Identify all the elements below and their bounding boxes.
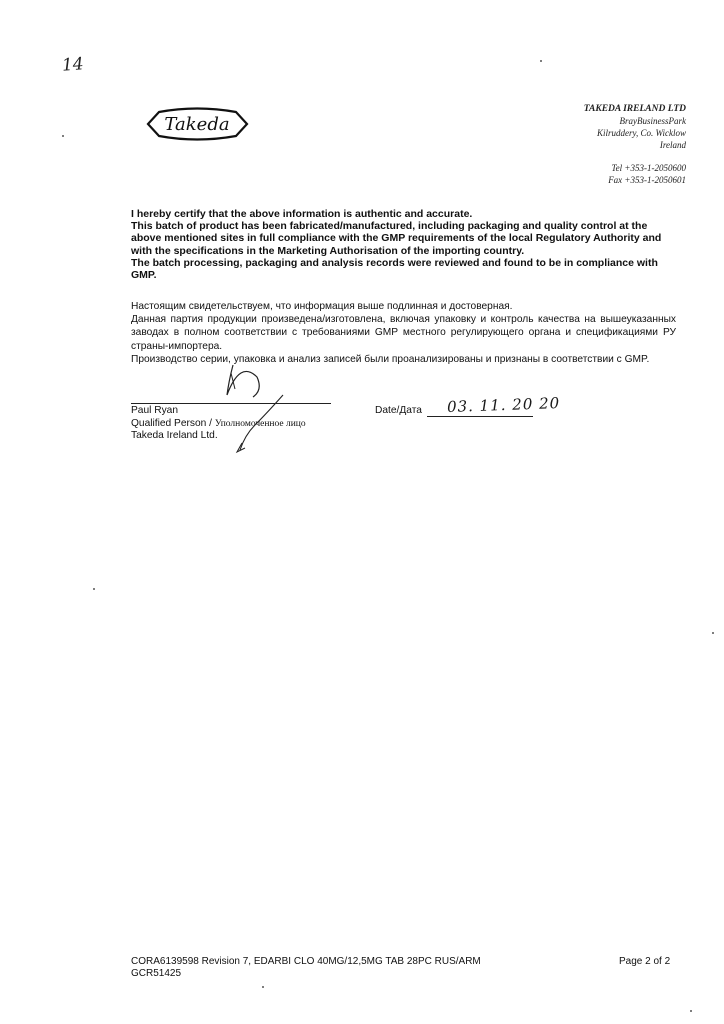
company-tel: Tel +353-1-2050600 [611, 163, 686, 173]
cert-en-line-3: The batch processing, packaging and analysis records were reviewed and found to be in compliance with GMP. [131, 256, 658, 282]
takeda-logo [145, 103, 250, 145]
cert-ru-line-3: Производство серии, упаковка и анализ записей были проанализированы и признаны в соответствии с GMP. [131, 353, 650, 365]
signatory-name: Paul Ryan [131, 405, 179, 416]
scan-speck [712, 632, 714, 634]
address-line-3: Ireland [659, 140, 686, 150]
handwritten-signature [205, 355, 295, 455]
cert-en-line-2: This batch of product has been fabricated/manufactured, including packaging and quality control at the above mentioned sites in full compliance with the GMP requirements of the local Regulatory Authority and with the specifications in the Marketing Authorisation of the importing country. [131, 220, 662, 257]
scan-speck [540, 60, 542, 62]
date-handwritten: 03. 11. 20 20 [446, 394, 561, 416]
company-header [584, 103, 686, 186]
address-line-2: Kilruddery, Co. Wicklow [597, 128, 686, 138]
logo-text: Takeda [164, 114, 230, 135]
company-fax: Fax +353-1-2050601 [608, 175, 686, 185]
scan-speck [93, 588, 95, 590]
signatory-title-ru: Уполномоченное лицо [214, 418, 306, 429]
scan-speck [62, 135, 64, 137]
page-number: Page 2 of 2 [619, 956, 671, 967]
cert-ru-line-2: Данная партия продукции произведена/изготовлена, включая упаковку и контроль качества на вышеуказанных заводах в полном соответствии с требованиями GMP местного регулирующего органа и спецификациями РУ страны-импортера. [131, 314, 676, 352]
handwritten-page-mark: 14 [61, 54, 85, 76]
footer-line-2: GCR51425 [131, 968, 182, 979]
footer-reference [131, 956, 481, 980]
address-line-1: BrayBusinessPark [619, 116, 686, 126]
company-name: TAKEDA IRELAND LTD [583, 104, 686, 114]
signatory-company: Takeda Ireland Ltd. [131, 430, 218, 441]
date-label: Date/Дата [375, 405, 422, 416]
scan-speck [262, 986, 264, 988]
cert-en-line-1: I hereby certify that the above information is authentic and accurate. [131, 208, 473, 220]
signatory-title-en: Qualified Person / [131, 417, 212, 429]
scan-speck [690, 1010, 692, 1012]
footer-line-1: CORA6139598 Revision 7, EDARBI CLO 40MG/12,5MG TAB 28PC RUS/ARM [131, 956, 481, 967]
date-line [427, 416, 533, 417]
cert-ru-line-1: Настоящим свидетельствуем, что информация выше подлинная и достоверная. [131, 301, 513, 312]
certification-english [131, 208, 676, 281]
